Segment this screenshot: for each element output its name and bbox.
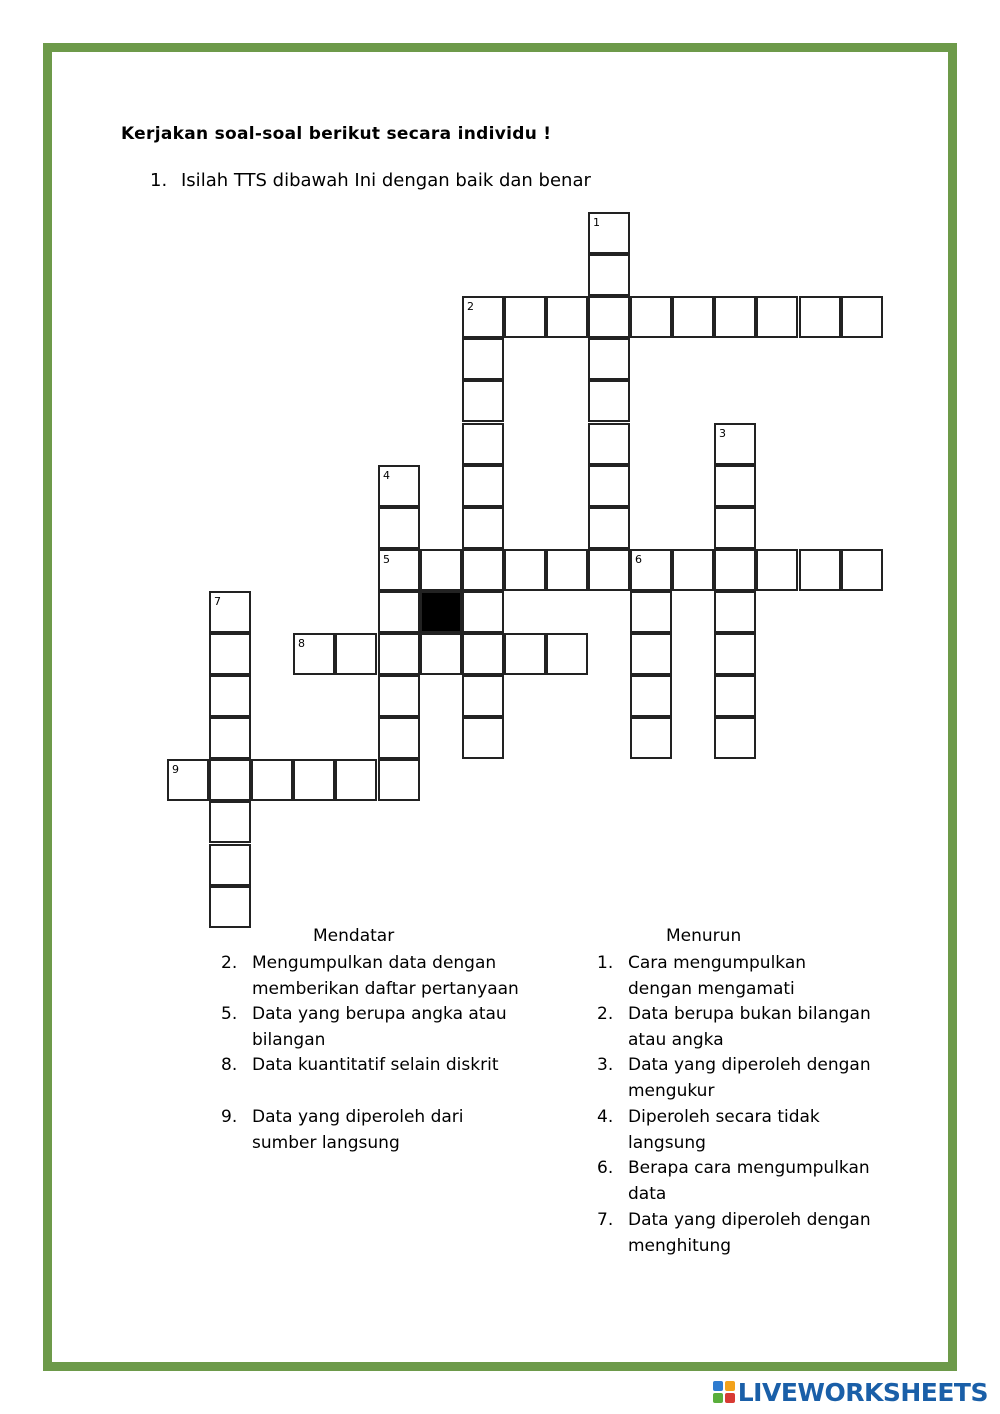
crossword-cell[interactable]: [799, 549, 841, 591]
crossword-cell[interactable]: [209, 886, 251, 928]
crossword-cell[interactable]: [504, 296, 546, 338]
clue-text: Data yang diperoleh dengan menghitung: [628, 1210, 871, 1256]
cell-number: 4: [383, 469, 390, 482]
clue-number: 9.: [221, 1107, 238, 1127]
cell-number: 9: [172, 763, 179, 776]
crossword-cell[interactable]: [378, 507, 420, 549]
page-heading: Kerjakan soal-soal berikut secara individu !: [121, 124, 552, 144]
instruction-text: Isilah TTS dibawah Ini dengan baik dan benar: [181, 170, 591, 191]
clue-number: 5.: [221, 1004, 238, 1024]
clue-text: Diperoleh secara tidak langsung: [628, 1107, 820, 1153]
crossword-cell[interactable]: [293, 759, 335, 801]
clue-text: Cara mengumpulkan dengan mengamati: [628, 953, 807, 999]
crossword-cell[interactable]: [630, 633, 672, 675]
cell-number: 7: [214, 595, 221, 608]
menurun-clue: [597, 950, 897, 1002]
crossword-cell[interactable]: [209, 633, 251, 675]
crossword-cell[interactable]: [209, 844, 251, 886]
crossword-cell[interactable]: [714, 675, 756, 717]
crossword-cell[interactable]: [588, 380, 630, 422]
crossword-cell[interactable]: [462, 338, 504, 380]
crossword-cell[interactable]: [251, 759, 293, 801]
crossword-cell[interactable]: [293, 633, 335, 675]
menurun-clue: [597, 1052, 897, 1104]
crossword-cell[interactable]: [462, 296, 504, 338]
cell-number: 2: [467, 300, 474, 313]
clue-number: 4.: [597, 1107, 614, 1127]
crossword-cell[interactable]: [378, 633, 420, 675]
crossword-cell[interactable]: [462, 465, 504, 507]
clue-number: 2.: [597, 1004, 614, 1024]
brand-name: LIVEWORKSHEETS: [737, 1377, 988, 1407]
crossword-cell[interactable]: [335, 633, 377, 675]
crossword-cell[interactable]: [462, 507, 504, 549]
clue-text: Data kuantitatif selain diskrit: [252, 1055, 499, 1075]
crossword-cell[interactable]: [672, 549, 714, 591]
menurun-title: Menurun: [666, 926, 742, 946]
menurun-clue: [597, 1207, 897, 1259]
menurun-clue: [597, 1104, 897, 1156]
crossword-black-cell: [420, 591, 462, 633]
crossword-cell[interactable]: [630, 296, 672, 338]
crossword-cell[interactable]: [504, 633, 546, 675]
crossword-cell[interactable]: [462, 423, 504, 465]
crossword-cell[interactable]: [209, 717, 251, 759]
mendatar-clue: [221, 950, 541, 1002]
crossword-cell[interactable]: [209, 801, 251, 843]
crossword-cell[interactable]: [630, 675, 672, 717]
crossword-cell[interactable]: [462, 591, 504, 633]
crossword-cell[interactable]: [630, 549, 672, 591]
crossword-cell[interactable]: [462, 633, 504, 675]
crossword-cell[interactable]: [546, 549, 588, 591]
crossword-cell[interactable]: [714, 296, 756, 338]
cell-number: 1: [593, 216, 600, 229]
crossword-cell[interactable]: [630, 717, 672, 759]
crossword-cell[interactable]: [546, 296, 588, 338]
cell-number: 3: [719, 427, 726, 440]
clue-number: 3.: [597, 1055, 614, 1075]
crossword-cell[interactable]: [420, 549, 462, 591]
crossword-cell[interactable]: [714, 717, 756, 759]
crossword-cell[interactable]: [756, 549, 798, 591]
liveworksheets-logo-icon: [713, 1381, 735, 1403]
menurun-clue: [597, 1155, 897, 1207]
crossword-cell[interactable]: [209, 759, 251, 801]
crossword-cell[interactable]: [588, 423, 630, 465]
crossword-cell[interactable]: [672, 296, 714, 338]
crossword-cell[interactable]: [420, 633, 462, 675]
crossword-cell[interactable]: [714, 423, 756, 465]
clue-number: 6.: [597, 1158, 614, 1178]
crossword-cell[interactable]: [799, 296, 841, 338]
crossword-cell[interactable]: [714, 465, 756, 507]
cell-number: 5: [383, 553, 390, 566]
clue-text: Data yang diperoleh dari sumber langsung: [252, 1107, 464, 1153]
clue-number: 1.: [597, 953, 614, 973]
crossword-cell[interactable]: [588, 338, 630, 380]
crossword-cell[interactable]: [714, 549, 756, 591]
menurun-clue: [597, 1001, 897, 1053]
crossword-cell[interactable]: [714, 633, 756, 675]
crossword-cell[interactable]: [714, 507, 756, 549]
crossword-cell[interactable]: [378, 717, 420, 759]
crossword-cell[interactable]: [378, 675, 420, 717]
clue-number: 8.: [221, 1055, 238, 1075]
mendatar-clue: [221, 1052, 541, 1078]
crossword-cell[interactable]: [588, 254, 630, 296]
crossword-cell[interactable]: [546, 633, 588, 675]
cell-number: 8: [298, 637, 305, 650]
crossword-cell[interactable]: [335, 759, 377, 801]
mendatar-title: Mendatar: [313, 926, 395, 946]
crossword-cell[interactable]: [378, 465, 420, 507]
crossword-cell[interactable]: [209, 675, 251, 717]
crossword-cell[interactable]: [588, 465, 630, 507]
mendatar-clue: [221, 1001, 541, 1053]
crossword-cell[interactable]: [462, 717, 504, 759]
crossword-cell[interactable]: [378, 591, 420, 633]
clue-text: Data berupa bukan bilangan atau angka: [628, 1004, 871, 1050]
crossword-cell[interactable]: [209, 591, 251, 633]
crossword-cell[interactable]: [630, 591, 672, 633]
crossword-cell[interactable]: [462, 380, 504, 422]
crossword-cell[interactable]: [588, 212, 630, 254]
clue-text: Berapa cara mengumpulkan data: [628, 1158, 870, 1204]
crossword-cell[interactable]: [462, 549, 504, 591]
clue-number: 2.: [221, 953, 238, 973]
crossword-cell[interactable]: [841, 549, 883, 591]
cell-number: 6: [635, 553, 642, 566]
crossword-cell[interactable]: [841, 296, 883, 338]
crossword-cell[interactable]: [167, 759, 209, 801]
liveworksheets-logo: [713, 1374, 988, 1410]
crossword-cell[interactable]: [756, 296, 798, 338]
mendatar-clue: [221, 1104, 541, 1156]
crossword-cell[interactable]: [588, 296, 630, 338]
crossword-cell[interactable]: [462, 675, 504, 717]
clue-text: Data yang diperoleh dengan mengukur: [628, 1055, 871, 1101]
crossword-cell[interactable]: [504, 549, 546, 591]
instruction-number: 1.: [150, 170, 168, 191]
crossword-cell[interactable]: [714, 591, 756, 633]
crossword-cell[interactable]: [588, 507, 630, 549]
crossword-cell[interactable]: [378, 549, 420, 591]
crossword-cell[interactable]: [378, 759, 420, 801]
clue-text: Data yang berupa angka atau bilangan: [252, 1004, 507, 1050]
crossword-cell[interactable]: [588, 549, 630, 591]
clue-number: 7.: [597, 1210, 614, 1230]
clue-text: Mengumpulkan data dengan memberikan daftar pertanyaan: [252, 953, 519, 999]
